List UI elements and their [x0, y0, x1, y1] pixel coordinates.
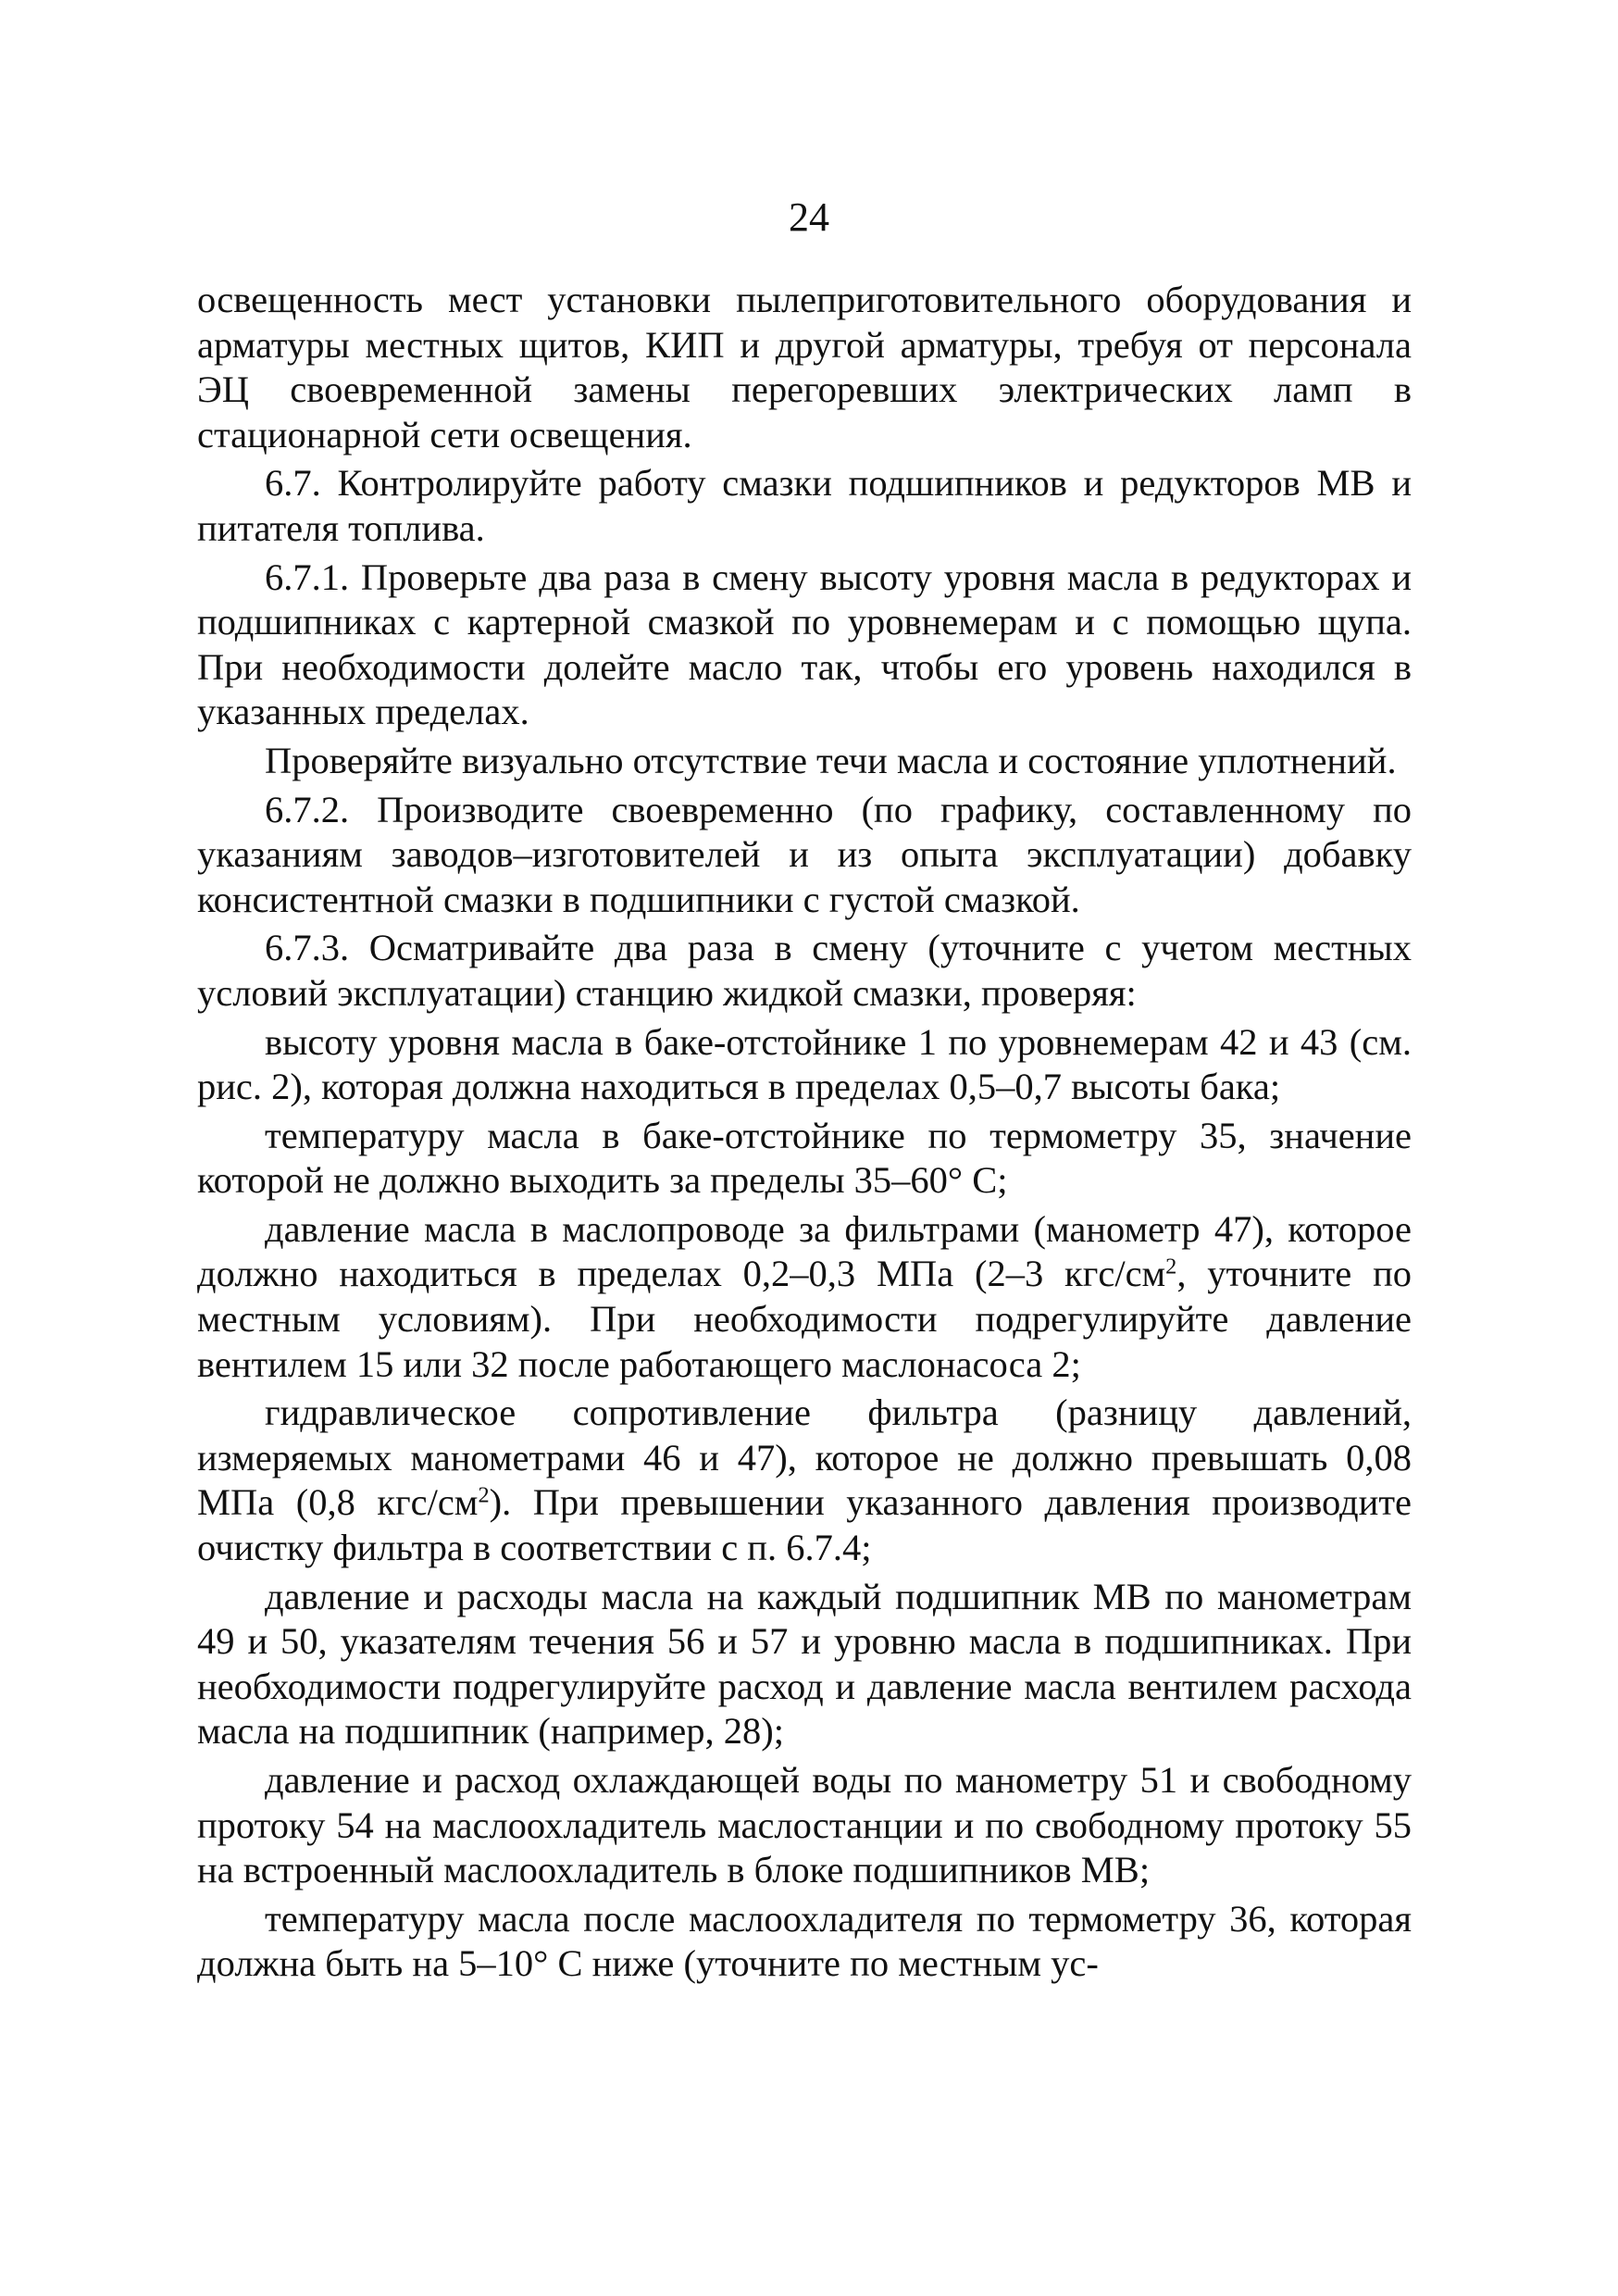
- paragraph-0: освещенность мест установки пылеприготовительного оборудования и арматуры местных щитов, КИП и другой арматуры, требуя от персонала ЭЦ своевременной замены перегоревших электрических ламп в стационарной сети освещения.: [197, 279, 1412, 455]
- paragraph-6: высоту уровня масла в баке-отстойнике 1 по уровнемерам 42 и 43 (см. рис. 2), которая должна находиться в пределах 0,5–0,7 высоты бака;: [197, 1020, 1412, 1108]
- paragraph-10: давление и расходы масла на каждый подшипник МВ по манометрам 49 и 50, указателям течения 56 и 57 и уровню масла в подшипниках. При необходимости подрегулируйте расход и давление масла вентилем расхода масла на подшипник (например, 28);: [197, 1575, 1412, 1753]
- paragraph-8: давление масла в маслопроводе за фильтрами (манометр 47), которое должно находиться в пределах 0,2–0,3 МПа (2–3 кгс/$см^2$, уточните по местным условиям). При необходимости подрегулируйте давление вентилем 15 или 32 после работающего маслонасоса 2;: [197, 1207, 1412, 1385]
- paragraph-12: температуру масла после маслоохладителя по термометру 36, которая должна быть на 5–10° С ниже (уточните по местным ус-: [197, 1897, 1412, 1985]
- document-body: [197, 278, 1412, 1990]
- paragraph-2: 6.7.1. Проверьте два раза в смену высоту уровня масла в редукторах и подшипниках с картерной смазкой по уровнемерам и с помощью щупа. При необходимости долейте масло так, чтобы его уровень находился в указанных пределах.: [197, 555, 1412, 733]
- paragraph-9: гидравлическое сопротивление фильтра (разницу давлений, измеряемых манометрами 46 и 47), которое не должно превышать 0,08 МПа (0,8 кгс/$см^2$). При превышении указанного давления производите очистку фильтра в соответствии с п. 6.7.4;: [197, 1391, 1412, 1569]
- page-number: 24: [789, 194, 829, 240]
- paragraph-11: давление и расход охлаждающей воды по манометру 51 и свободному протоку 54 на маслоохладитель маслостанции и по свободному протоку 55 на встроенный маслоохладитель в блоке подшипников МВ;: [197, 1759, 1412, 1891]
- paragraph-7: температуру масла в баке-отстойнике по термометру 35, значение которой не должно выходить за пределы 35–60° С;: [197, 1114, 1412, 1202]
- paragraph-3: Проверяйте визуально отсутствие течи масла и состояние уплотнений.: [265, 739, 1397, 781]
- paragraph-5: 6.7.3. Осматривайте два раза в смену (уточните с учетом местных условий эксплуатации) станцию жидкой смазки, проверяя:: [197, 927, 1412, 1014]
- paragraph-1: 6.7. Контролируйте работу смазки подшипников и редукторов МВ и питателя топлива.: [197, 462, 1412, 549]
- paragraph-4: 6.7.2. Производите своевременно (по графику, составленному по указаниям заводов–изготовителей и из опыта эксплуатации) добавку консистентной смазки в подшипники с густой смазкой.: [197, 788, 1412, 920]
